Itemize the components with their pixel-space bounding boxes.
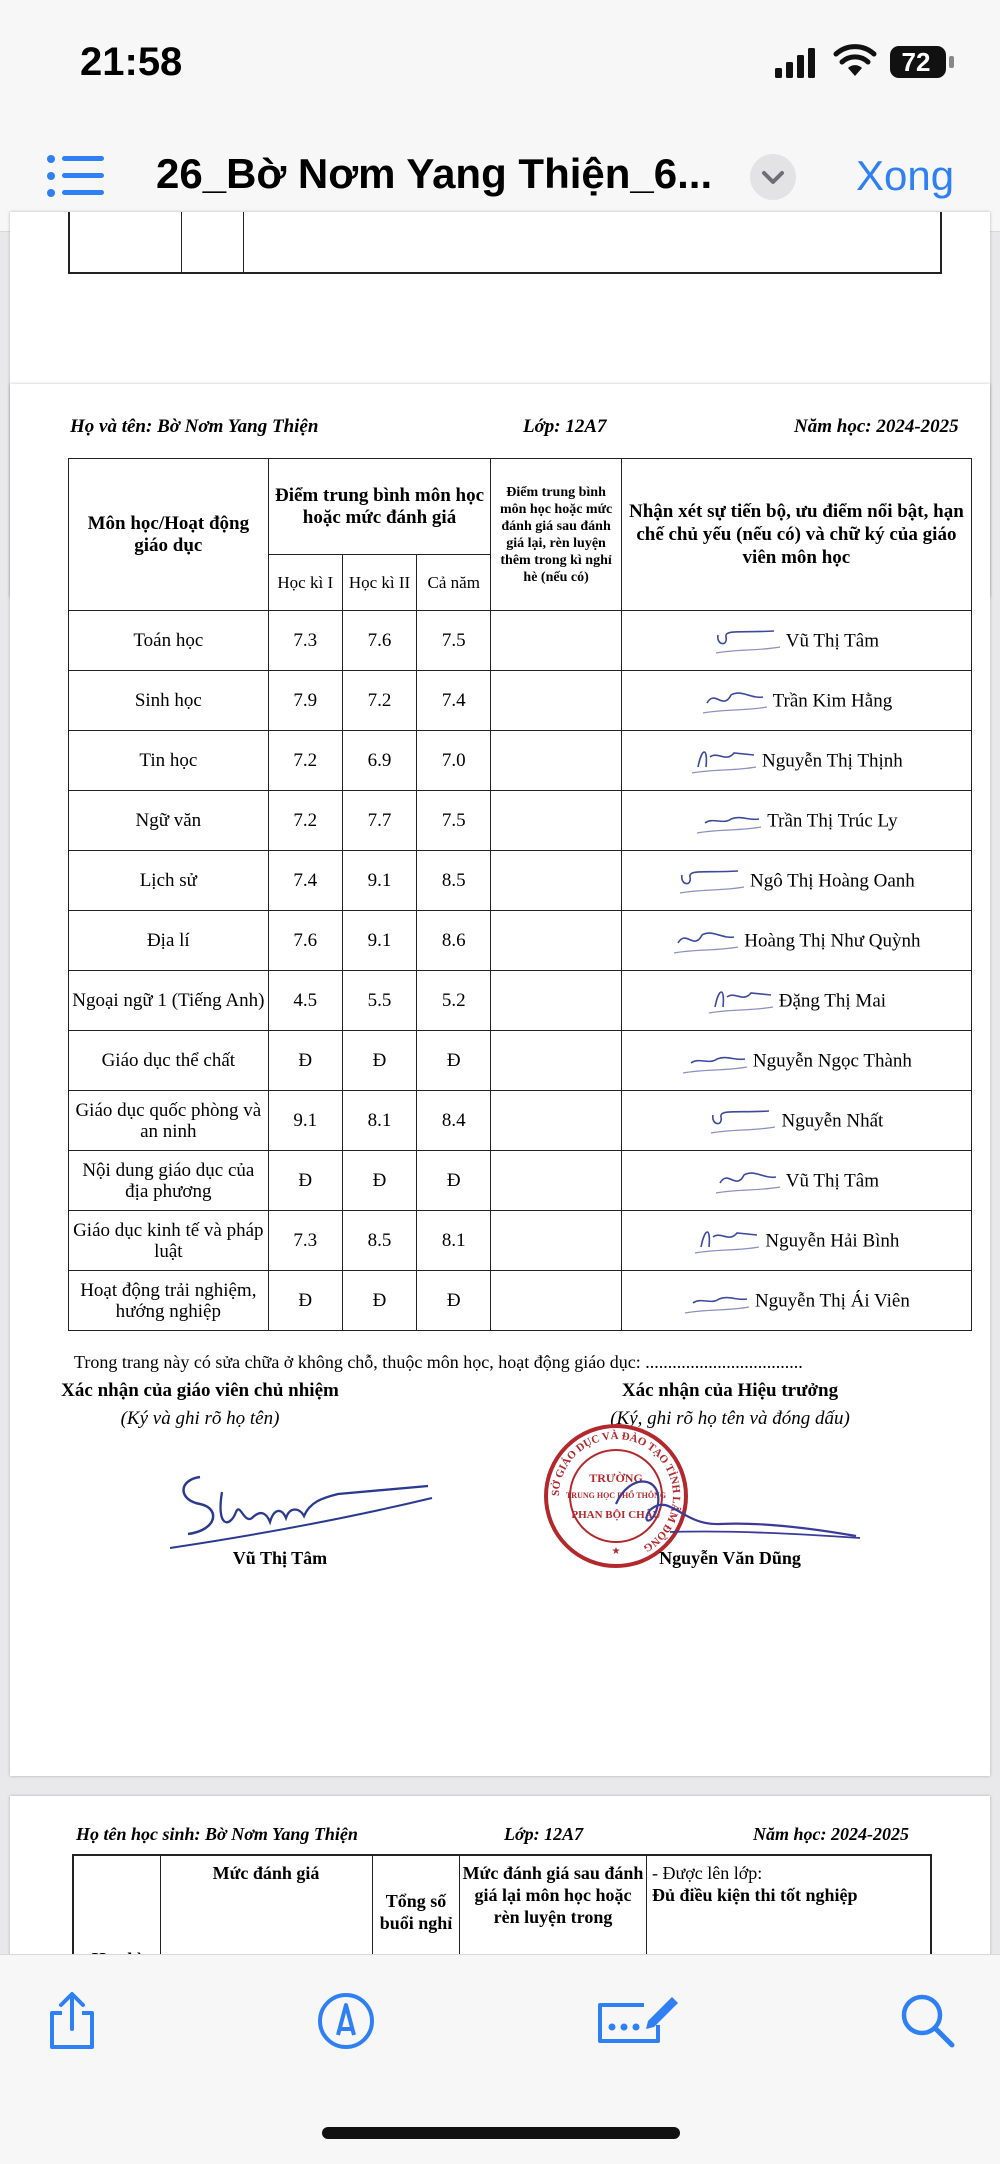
school-year: Năm học: 2024-2025 <box>794 416 959 437</box>
year-cell: Đ <box>417 1271 491 1331</box>
year-cell: 8.6 <box>417 911 491 971</box>
student-class: Lớp: 12A7 <box>523 416 607 437</box>
comment-cell <box>621 1031 971 1091</box>
subject-cell: Giáo dục kinh tế và pháp luật <box>69 1211 269 1271</box>
reevaluation-cell <box>491 1031 621 1091</box>
reevaluation-cell <box>491 611 621 671</box>
reevaluation-cell <box>491 671 621 731</box>
comment-cell <box>621 1091 971 1151</box>
teacher-name: Nguyễn Thị Thịnh <box>762 750 903 771</box>
term-2-cell: 5.5 <box>342 971 416 1031</box>
comment-cell <box>621 671 971 731</box>
cellular-signal-icon <box>775 48 817 78</box>
subject-cell: Tin học <box>69 731 269 791</box>
svg-text:TRƯỜNG: TRƯỜNG <box>589 1471 643 1485</box>
teacher-name: Nguyễn Hải Bình <box>765 1230 900 1251</box>
teacher-signature <box>678 863 746 899</box>
term-2-cell: 8.1 <box>342 1091 416 1151</box>
homeroom-confirm-sub: (Ký và ghi rõ họ tên) <box>120 1408 280 1429</box>
done-button[interactable]: Xong <box>856 152 955 199</box>
svg-text:TRUNG HỌC PHỔ THÔNG: TRUNG HỌC PHỔ THÔNG <box>565 1491 667 1500</box>
comment-cell <box>621 611 971 671</box>
comment-cell <box>621 1211 971 1271</box>
home-indicator <box>322 2127 680 2139</box>
report-page <box>10 384 990 1776</box>
teacher-signature <box>709 1103 777 1139</box>
reevaluation-cell <box>491 851 621 911</box>
year-cell: 7.0 <box>417 731 491 791</box>
term-2-cell: 7.7 <box>342 791 416 851</box>
col-level: Mức đánh giá <box>212 1863 320 1883</box>
comment-cell <box>621 731 971 791</box>
subject-cell: Ngoại ngữ 1 (Tiếng Anh) <box>69 971 269 1031</box>
term-2-cell: 7.6 <box>342 611 416 671</box>
svg-text:SỞ GIÁO DỤC VÀ ĐÀO TẠO TỈNH LÂ: SỞ GIÁO DỤC VÀ ĐÀO TẠO TỈNH LÂM ĐỒNG <box>549 1429 683 1555</box>
svg-text:★: ★ <box>611 1546 621 1557</box>
principal-signature <box>610 1464 860 1554</box>
term-2-cell: Đ <box>342 1151 416 1211</box>
reevaluation-cell <box>491 1151 621 1211</box>
document-title: 26_Bờ Nơm Yang Thiện_6... <box>156 150 713 197</box>
document-viewer[interactable] <box>0 232 1000 1954</box>
teacher-name: Trần Kim Hằng <box>772 690 893 711</box>
term-1-cell: 7.3 <box>268 1211 342 1271</box>
subject-cell: Giáo dục thể chất <box>69 1031 269 1091</box>
subject-cell: Sinh học <box>69 671 269 731</box>
year-cell: 5.2 <box>417 971 491 1031</box>
student-name: Họ và tên: Bờ Nơm Yang Thiện <box>70 416 319 437</box>
grades-table <box>68 458 972 1331</box>
markup-icon[interactable] <box>316 1991 376 2051</box>
search-icon[interactable] <box>898 1991 958 2051</box>
term-2-cell: 7.2 <box>342 671 416 731</box>
comment-cell <box>621 1151 971 1211</box>
teacher-name: Hoàng Thị Như Quỳnh <box>744 930 921 951</box>
principal-confirm-sub: (Ký, ghi rõ họ tên và đóng dấu) <box>610 1408 850 1429</box>
table-row <box>69 1271 972 1331</box>
next-student-class: Lớp: 12A7 <box>504 1824 584 1844</box>
year-cell: 8.5 <box>417 851 491 911</box>
teacher-name: Vũ Thị Tâm <box>785 1170 880 1191</box>
next-school-year: Năm học: 2024-2025 <box>753 1824 909 1844</box>
reevaluation-cell <box>491 791 621 851</box>
term-2-cell: 8.5 <box>342 1211 416 1271</box>
year-cell: 8.4 <box>417 1091 491 1151</box>
table-row <box>69 1151 972 1211</box>
term-2-cell: 9.1 <box>342 851 416 911</box>
homeroom-confirm-title: Xác nhận của giáo viên chủ nhiệm <box>61 1380 339 1401</box>
term-1-cell: 7.4 <box>268 851 342 911</box>
year-cell: 7.5 <box>417 611 491 671</box>
correction-note: Trong trang này có sửa chữa ở không chỗ, thuộc môn học, hoạt động giáo dục: ................................... <box>74 1352 803 1372</box>
col-promotion-2: Đủ điều kiện thi tốt nghiệp <box>652 1885 858 1905</box>
teacher-signature <box>693 1223 761 1259</box>
term-1-cell: 7.9 <box>268 671 342 731</box>
term-2-cell: 9.1 <box>342 911 416 971</box>
previous-page-table-end <box>68 212 942 274</box>
comment-cell <box>621 971 971 1031</box>
term-1-cell: 7.6 <box>268 911 342 971</box>
table-row <box>69 731 972 791</box>
col-term-2: Học kì II <box>342 555 416 611</box>
title-menu-button[interactable] <box>750 154 796 200</box>
col-reeval-next: Mức đánh giá sau đánh giá lại môn học hoặc rèn luyện trong <box>462 1863 644 1927</box>
teacher-signature <box>714 1163 782 1199</box>
share-icon[interactable] <box>42 1991 102 2051</box>
list-icon[interactable] <box>46 154 106 198</box>
subject-cell: Nội dung giáo dục của địa phương <box>69 1151 269 1211</box>
reevaluation-cell <box>491 1091 621 1151</box>
teacher-name: Nguyễn Ngọc Thành <box>752 1050 912 1071</box>
table-row <box>69 1091 972 1151</box>
form-fill-icon[interactable] <box>594 1991 678 2051</box>
wifi-icon <box>833 44 877 78</box>
homeroom-teacher-name: Vũ Thị Tâm <box>232 1548 328 1568</box>
teacher-name: Vũ Thị Tâm <box>785 630 880 651</box>
term-1-cell: Đ <box>268 1271 342 1331</box>
reevaluation-cell <box>491 971 621 1031</box>
battery-level: 72 <box>901 47 931 77</box>
table-row <box>69 851 972 911</box>
subject-cell: Ngữ văn <box>69 791 269 851</box>
term-2-cell: 6.9 <box>342 731 416 791</box>
teacher-name: Nguyễn Nhất <box>781 1110 884 1131</box>
teacher-signature <box>714 623 782 659</box>
homeroom-signature <box>170 1462 420 1562</box>
next-student-name: Họ tên học sinh: Bờ Nơm Yang Thiện <box>76 1824 358 1844</box>
teacher-signature <box>672 923 740 959</box>
year-cell: 7.4 <box>417 671 491 731</box>
teacher-signature <box>683 1283 751 1319</box>
col-term-1: Học kì I <box>268 555 342 611</box>
subject-cell: Toán học <box>69 611 269 671</box>
table-row <box>69 1211 972 1271</box>
teacher-signature <box>695 803 763 839</box>
teacher-signature <box>681 1043 749 1079</box>
term-1-cell: 9.1 <box>268 1091 342 1151</box>
svg-text:PHAN BỘI CHÂU: PHAN BỘI CHÂU <box>571 1509 661 1521</box>
reevaluation-cell <box>491 911 621 971</box>
teacher-signature <box>701 683 769 719</box>
principal-name: Nguyễn Văn Dũng <box>659 1548 801 1568</box>
chevron-down-icon <box>750 154 796 200</box>
term-2-cell: Đ <box>342 1031 416 1091</box>
table-row <box>69 611 972 671</box>
principal-confirm-title: Xác nhận của Hiệu trưởng <box>621 1380 839 1401</box>
teacher-signature <box>707 983 775 1019</box>
reevaluation-cell <box>491 731 621 791</box>
subject-cell: Giáo dục quốc phòng và an ninh <box>69 1091 269 1151</box>
col-average: Điểm trung bình môn học hoặc mức đánh giá <box>268 459 491 555</box>
comment-cell <box>621 851 971 911</box>
teacher-signature <box>690 743 758 779</box>
year-cell: 7.5 <box>417 791 491 851</box>
bottom-toolbar <box>0 1954 1000 2164</box>
year-cell: 8.1 <box>417 1211 491 1271</box>
col-promotion-1: - Được lên lớp: <box>652 1863 763 1883</box>
teacher-name: Đặng Thị Mai <box>778 990 887 1011</box>
year-cell: Đ <box>417 1031 491 1091</box>
col-subject: Môn học/Hoạt động giáo dục <box>69 459 269 611</box>
col-full-year: Cả năm <box>417 555 491 611</box>
term-1-cell: 7.3 <box>268 611 342 671</box>
term-1-cell: Đ <box>268 1151 342 1211</box>
comment-cell <box>621 1271 971 1331</box>
status-bar <box>0 0 1000 120</box>
col-reevaluation: Điểm trung bình môn học hoặc mức đánh giá sau đánh giá lại, rèn luyện thêm trong kì nghỉ hè (nếu có) <box>491 459 621 611</box>
comment-cell <box>621 791 971 851</box>
reevaluation-cell <box>491 1271 621 1331</box>
term-1-cell: 7.2 <box>268 791 342 851</box>
comment-cell <box>621 911 971 971</box>
col-sessions: Tổng số buổi nghỉ <box>379 1891 453 1933</box>
term-2-cell: Đ <box>342 1271 416 1331</box>
table-row <box>69 971 972 1031</box>
table-row <box>69 1031 972 1091</box>
teacher-name: Ngô Thị Hoàng Oanh <box>749 870 915 891</box>
col-comment: Nhận xét sự tiến bộ, ưu điểm nổi bật, hạn chế chủ yếu (nếu có) và chữ ký của giáo viên môn học <box>621 459 971 611</box>
term-1-cell: 4.5 <box>268 971 342 1031</box>
status-time: 21:58 <box>80 40 183 84</box>
reevaluation-cell <box>491 1211 621 1271</box>
year-cell: Đ <box>417 1151 491 1211</box>
table-row <box>69 911 972 971</box>
teacher-name: Trần Thị Trúc Ly <box>767 810 898 831</box>
subject-cell: Địa lí <box>69 911 269 971</box>
table-row <box>69 671 972 731</box>
table-row <box>69 791 972 851</box>
subject-cell: Lịch sử <box>69 851 269 911</box>
term-1-cell: Đ <box>268 1031 342 1091</box>
teacher-name: Nguyễn Thị Ái Viên <box>754 1290 910 1311</box>
term-1-cell: 7.2 <box>268 731 342 791</box>
subject-cell: Hoạt động trải nghiệm, hướng nghiệp <box>69 1271 269 1331</box>
